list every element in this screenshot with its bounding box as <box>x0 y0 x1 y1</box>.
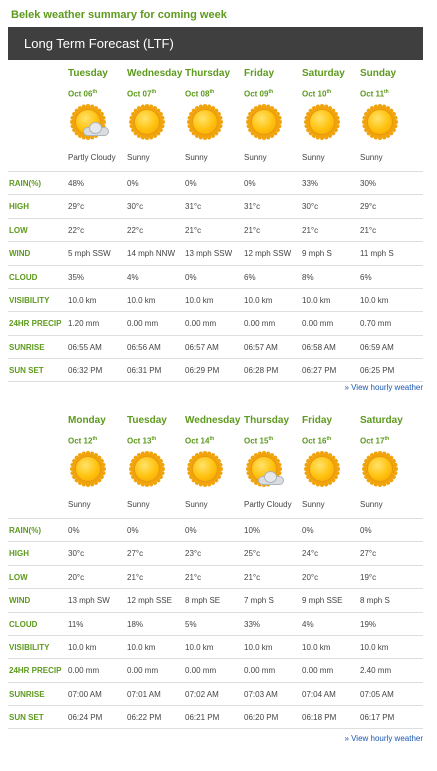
day-column <box>68 409 126 513</box>
forecast-header-title: Long Term Forecast (LTF) <box>24 36 174 51</box>
sunrise-value: 07:00 AM <box>68 689 102 699</box>
row-label: CLOUD <box>9 619 38 629</box>
wind-value: 13 mph SW <box>68 596 110 606</box>
high-value: 23°c <box>185 549 202 559</box>
day-date-text: Oct 09 <box>244 89 269 99</box>
day-date-suffix: th <box>326 89 332 95</box>
sunset-value: 06:24 PM <box>68 713 103 723</box>
rain-value: 33% <box>302 179 319 188</box>
sunset-value: 06:20 PM <box>244 713 279 723</box>
partly-cloudy-icon <box>244 450 284 488</box>
sunset-value: 06:25 PM <box>360 366 395 376</box>
day-name: Saturday <box>360 415 403 426</box>
row-wind <box>8 241 423 264</box>
row-wind <box>8 588 423 611</box>
sunset-value: 06:22 PM <box>127 713 162 723</box>
weather-condition: Sunny <box>127 500 150 509</box>
sunrise-value: 07:05 AM <box>360 689 394 699</box>
visibility-value: 10.0 km <box>68 642 97 652</box>
row-label: HIGH <box>9 549 29 559</box>
day-date <box>244 436 273 446</box>
day-date-suffix: th <box>268 436 274 442</box>
day-column <box>244 409 302 513</box>
visibility-value: 10.0 km <box>302 642 331 652</box>
sun-shape <box>248 106 280 138</box>
day-date-text: Oct 08 <box>185 89 210 99</box>
cloud-value: 4% <box>302 619 314 629</box>
wind-value: 9 mph S <box>302 249 332 259</box>
rain-value: 0% <box>244 179 256 188</box>
weather-condition: Sunny <box>185 153 208 162</box>
cloud-value: 6% <box>244 272 256 282</box>
low-value: 22°c <box>127 225 144 235</box>
forecast-table <box>8 171 423 382</box>
sun-core <box>75 456 101 482</box>
sun-core <box>134 109 160 135</box>
row-label: SUNRISE <box>9 689 45 699</box>
day-column <box>68 62 126 166</box>
weather-condition: Sunny <box>302 153 325 162</box>
row-sunset <box>8 358 423 381</box>
day-date-text: Oct 11 <box>360 89 385 99</box>
sun-icon <box>244 103 284 141</box>
row-rain <box>8 518 423 541</box>
sun-core <box>192 109 218 135</box>
sun-shape <box>72 453 104 485</box>
sun-shape <box>306 453 338 485</box>
low-value: 20°c <box>302 572 319 582</box>
day-date <box>302 89 331 99</box>
row-label: SUN SET <box>9 713 44 723</box>
row-precip <box>8 311 423 334</box>
visibility-value: 10.0 km <box>302 295 331 305</box>
day-date-suffix: th <box>384 436 390 442</box>
cloud-puff <box>264 471 277 483</box>
sun-icon <box>360 450 400 488</box>
weather-condition: Sunny <box>360 500 383 509</box>
weather-condition: Sunny <box>244 153 267 162</box>
high-value: 31°c <box>185 202 202 212</box>
precip-value: 2.40 mm <box>360 666 392 676</box>
day-date-text: Oct 14 <box>185 436 210 446</box>
high-value: 27°c <box>360 549 377 559</box>
weather-condition: Sunny <box>127 153 150 162</box>
cloud-value: 35% <box>68 272 85 282</box>
visibility-value: 10.0 km <box>185 642 214 652</box>
wind-value: 5 mph SSW <box>68 249 111 259</box>
sun-icon <box>302 103 342 141</box>
low-value: 21°c <box>185 225 202 235</box>
weather-condition: Sunny <box>185 500 208 509</box>
day-name: Saturday <box>302 68 345 79</box>
weather-condition: Sunny <box>302 500 325 509</box>
day-date-suffix: th <box>151 89 157 95</box>
sunrise-value: 06:56 AM <box>127 342 161 352</box>
cloud-shape <box>258 472 284 484</box>
sunrise-value: 07:04 AM <box>302 689 336 699</box>
high-value: 30°c <box>127 202 144 212</box>
rain-value: 0% <box>302 526 314 535</box>
sunrise-value: 06:57 AM <box>244 342 278 352</box>
sun-shape <box>189 453 221 485</box>
precip-value: 0.00 mm <box>302 319 334 329</box>
row-label: SUNRISE <box>9 342 45 352</box>
day-column <box>302 409 360 513</box>
row-high <box>8 541 423 564</box>
sun-icon <box>302 450 342 488</box>
rain-value: 0% <box>68 526 80 535</box>
cloud-value: 4% <box>127 272 139 282</box>
sun-core <box>367 456 393 482</box>
rain-value: 0% <box>360 526 372 535</box>
precip-value: 0.00 mm <box>127 666 159 676</box>
day-date <box>244 89 273 99</box>
low-value: 22°c <box>68 225 85 235</box>
sun-shape <box>364 106 396 138</box>
day-column <box>302 62 360 166</box>
visibility-value: 10.0 km <box>244 295 273 305</box>
cloud-puff <box>89 122 102 134</box>
day-date <box>185 89 214 99</box>
sun-icon <box>185 103 225 141</box>
day-column <box>360 62 418 166</box>
sunset-value: 06:27 PM <box>302 366 337 376</box>
cloud-value: 18% <box>127 619 144 629</box>
high-value: 29°c <box>68 202 85 212</box>
day-date-suffix: th <box>151 436 157 442</box>
wind-value: 8 mph S <box>360 596 390 606</box>
day-date <box>360 89 389 99</box>
cloud-value: 5% <box>185 619 197 629</box>
precip-value: 0.70 mm <box>360 319 392 329</box>
wind-value: 13 mph SSW <box>185 249 233 259</box>
day-date-suffix: th <box>326 436 332 442</box>
row-cloud <box>8 265 423 288</box>
day-date-text: Oct 12 <box>68 436 93 446</box>
row-sunset <box>8 705 423 728</box>
day-name: Thursday <box>244 415 290 426</box>
sunrise-value: 07:02 AM <box>185 689 219 699</box>
visibility-value: 10.0 km <box>127 642 156 652</box>
sunset-value: 06:21 PM <box>185 713 220 723</box>
day-date-suffix: th <box>268 89 274 95</box>
precip-value: 0.00 mm <box>185 666 217 676</box>
row-label: VISIBILITY <box>9 642 50 652</box>
high-value: 30°c <box>68 549 85 559</box>
rain-value: 48% <box>68 179 85 188</box>
sunset-value: 06:18 PM <box>302 713 337 723</box>
rain-value: 10% <box>244 526 261 535</box>
visibility-value: 10.0 km <box>185 295 214 305</box>
precip-value: 0.00 mm <box>244 666 276 676</box>
low-value: 21°c <box>244 572 261 582</box>
cloud-value: 33% <box>244 619 261 629</box>
wind-value: 14 mph NNW <box>127 249 176 259</box>
day-date <box>302 436 331 446</box>
wind-value: 12 mph SSW <box>244 249 292 259</box>
high-value: 31°c <box>244 202 261 212</box>
day-name: Friday <box>302 415 333 426</box>
visibility-value: 10.0 km <box>244 642 273 652</box>
precip-value: 0.00 mm <box>302 666 334 676</box>
visibility-value: 10.0 km <box>127 295 156 305</box>
day-date-text: Oct 16 <box>302 436 327 446</box>
page-title: Belek weather summary for coming week <box>11 9 227 21</box>
day-column <box>127 62 185 166</box>
sunrise-value: 06:55 AM <box>68 342 102 352</box>
sun-shape <box>189 106 221 138</box>
wind-value: 12 mph SSE <box>127 596 172 606</box>
day-name: Monday <box>68 415 106 426</box>
low-value: 19°c <box>360 572 377 582</box>
rain-value: 0% <box>127 526 139 535</box>
row-label: RAIN(%) <box>9 526 41 535</box>
day-column <box>244 62 302 166</box>
sun-icon <box>68 450 108 488</box>
sunrise-value: 07:01 AM <box>127 689 161 699</box>
forecast-table <box>8 518 423 729</box>
day-date-suffix: th <box>209 436 215 442</box>
high-value: 24°c <box>302 549 319 559</box>
day-name: Tuesday <box>127 415 167 426</box>
cloud-value: 8% <box>302 272 314 282</box>
day-date-text: Oct 06 <box>68 89 93 99</box>
row-sunrise <box>8 682 423 705</box>
row-cloud <box>8 612 423 635</box>
low-value: 21°c <box>244 225 261 235</box>
forecast-header-bar <box>8 27 423 60</box>
row-low <box>8 565 423 588</box>
sun-core <box>367 109 393 135</box>
sunset-value: 06:17 PM <box>360 713 395 723</box>
day-name: Friday <box>244 68 275 79</box>
row-low <box>8 218 423 241</box>
row-visibility <box>8 288 423 311</box>
cloud-value: 11% <box>68 619 84 629</box>
rain-value: 0% <box>185 179 197 188</box>
row-label: CLOUD <box>9 272 38 282</box>
weather-condition: Sunny <box>68 500 91 509</box>
day-date <box>68 436 97 446</box>
day-date <box>127 436 156 446</box>
row-label: HIGH <box>9 202 29 212</box>
day-date <box>360 436 389 446</box>
high-value: 30°c <box>302 202 319 212</box>
row-label: WIND <box>9 596 31 606</box>
precip-value: 0.00 mm <box>185 319 217 329</box>
day-date <box>68 89 97 99</box>
day-date-text: Oct 15 <box>244 436 269 446</box>
wind-value: 11 mph S <box>360 249 394 259</box>
rain-value: 30% <box>360 179 377 188</box>
rain-value: 0% <box>185 526 197 535</box>
low-value: 21°c <box>127 572 144 582</box>
row-visibility <box>8 635 423 658</box>
day-name: Wednesday <box>127 68 183 79</box>
visibility-value: 10.0 km <box>360 642 389 652</box>
day-date-suffix: th <box>209 89 215 95</box>
row-rain <box>8 171 423 194</box>
sunrise-value: 06:59 AM <box>360 342 394 352</box>
row-label: LOW <box>9 572 28 582</box>
weather-condition: Sunny <box>360 153 383 162</box>
row-high <box>8 194 423 217</box>
precip-value: 0.00 mm <box>244 319 276 329</box>
row-label: WIND <box>9 249 31 259</box>
sunset-value: 06:32 PM <box>68 366 103 376</box>
row-precip <box>8 658 423 681</box>
day-column <box>127 409 185 513</box>
day-name: Sunday <box>360 68 397 79</box>
day-name: Tuesday <box>68 68 108 79</box>
day-name: Thursday <box>185 68 231 79</box>
low-value: 20°c <box>68 572 85 582</box>
cloud-shape <box>83 123 109 135</box>
high-value: 29°c <box>360 202 377 212</box>
sun-shape <box>306 106 338 138</box>
sun-shape <box>364 453 396 485</box>
sunset-value: 06:31 PM <box>127 366 162 376</box>
day-column <box>185 62 243 166</box>
wind-value: 9 mph SSE <box>302 596 343 606</box>
high-value: 27°c <box>127 549 144 559</box>
sun-core <box>309 109 335 135</box>
day-date-text: Oct 13 <box>127 436 152 446</box>
sun-core <box>251 109 277 135</box>
day-date-text: Oct 10 <box>302 89 327 99</box>
sunrise-value: 06:58 AM <box>302 342 336 352</box>
rain-value: 0% <box>127 179 139 188</box>
weather-condition: Partly Cloudy <box>244 500 292 509</box>
day-date-suffix: th <box>384 89 389 95</box>
view-hourly-weather-link[interactable]: » View hourly weather <box>344 383 423 392</box>
sun-icon <box>185 450 225 488</box>
sun-core <box>134 456 160 482</box>
sun-icon <box>127 103 167 141</box>
row-label: VISIBILITY <box>9 295 50 305</box>
row-label: RAIN(%) <box>9 179 41 188</box>
cloud-value: 0% <box>185 272 197 282</box>
sun-shape <box>131 106 163 138</box>
day-date-text: Oct 17 <box>360 436 385 446</box>
day-date <box>185 436 214 446</box>
row-label: 24HR PRECIP <box>9 666 62 676</box>
cloud-value: 6% <box>360 272 372 282</box>
high-value: 25°c <box>244 549 261 559</box>
sun-icon <box>127 450 167 488</box>
visibility-value: 10.0 km <box>68 295 97 305</box>
low-value: 21°c <box>360 225 377 235</box>
day-date-suffix: th <box>92 436 98 442</box>
row-label: 24HR PRECIP <box>9 319 62 329</box>
precip-value: 1.20 mm <box>68 319 100 329</box>
row-label: LOW <box>9 225 28 235</box>
sunrise-value: 07:03 AM <box>244 689 278 699</box>
visibility-value: 10.0 km <box>360 295 389 305</box>
day-date-suffix: th <box>92 89 98 95</box>
day-column <box>360 409 418 513</box>
sun-shape <box>131 453 163 485</box>
view-hourly-weather-link[interactable]: » View hourly weather <box>344 734 423 743</box>
sunset-value: 06:28 PM <box>244 366 279 376</box>
sunrise-value: 06:57 AM <box>185 342 219 352</box>
sun-core <box>309 456 335 482</box>
sun-icon <box>360 103 400 141</box>
low-value: 21°c <box>185 572 202 582</box>
day-name: Wednesday <box>185 415 241 426</box>
precip-value: 0.00 mm <box>68 666 100 676</box>
day-date <box>127 89 156 99</box>
day-column <box>185 409 243 513</box>
sun-core <box>192 456 218 482</box>
sunset-value: 06:29 PM <box>185 366 220 376</box>
row-sunrise <box>8 335 423 358</box>
cloud-value: 19% <box>360 619 377 629</box>
weather-condition: Partly Cloudy <box>68 153 116 162</box>
wind-value: 7 mph S <box>244 596 274 606</box>
partly-cloudy-icon <box>68 103 108 141</box>
precip-value: 0.00 mm <box>127 319 159 329</box>
low-value: 21°c <box>302 225 319 235</box>
day-date-text: Oct 07 <box>127 89 152 99</box>
wind-value: 8 mph SE <box>185 596 221 606</box>
row-label: SUN SET <box>9 366 44 376</box>
